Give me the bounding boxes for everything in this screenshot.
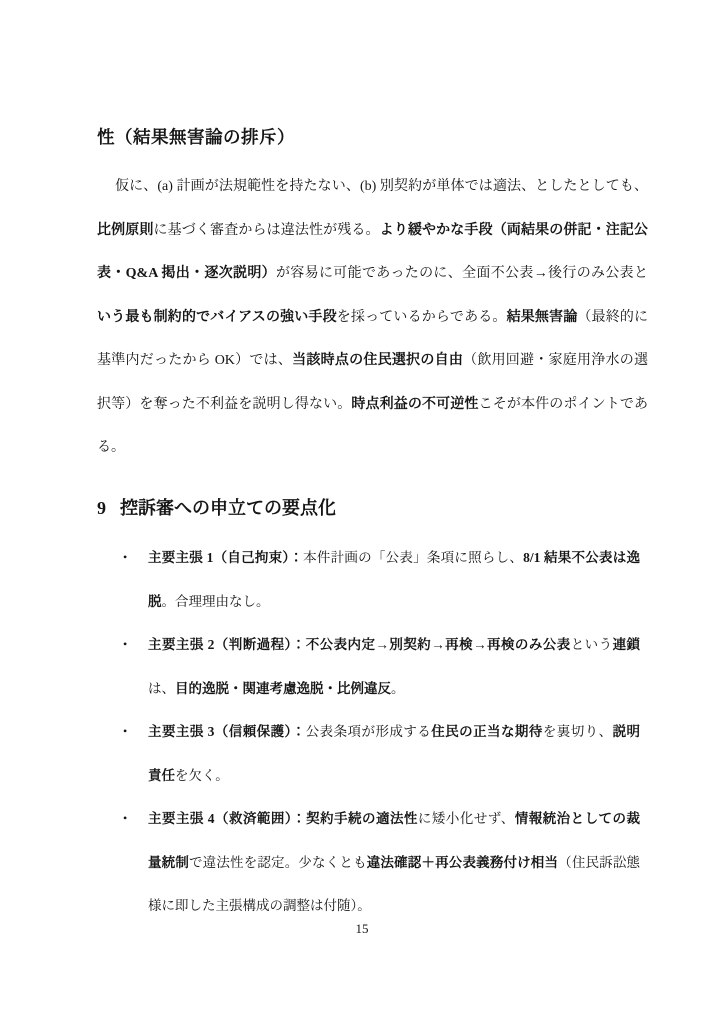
bold-text-run: 住民の正当な期待	[431, 724, 543, 739]
text-run: 基準内だったから OK）では、	[97, 353, 293, 368]
text-run: （最終的に	[577, 309, 649, 325]
text-run: 。合理理由なし。	[161, 593, 270, 609]
bold-text-run: 責任	[148, 767, 175, 783]
text-run: こそが本件のポイントであ	[478, 396, 649, 412]
bold-text-run: 主要主張 3（信頼保護）：	[148, 724, 306, 739]
text-line	[97, 209, 648, 253]
bold-text-run: 目的逸脱・関連考慮逸脱・比例違反	[175, 680, 391, 696]
section-number: 9	[97, 498, 106, 518]
text-run: 様に即した主張構成の調整は付随）。	[148, 898, 371, 913]
text-line	[148, 667, 640, 711]
bullet-icon: •	[123, 811, 128, 825]
page-title: 性（結果無害論の排斥）	[97, 127, 295, 147]
text-line	[97, 165, 648, 209]
bold-text-run: 表・Q&A 掲出・逐次説明）	[97, 266, 276, 281]
list-item	[123, 623, 641, 710]
text-line	[148, 797, 640, 841]
list-item	[123, 797, 641, 928]
bold-text-run: 主要主張 4（救済範囲）：契約手続の適法性	[148, 811, 418, 826]
bullet-list	[123, 536, 641, 928]
bold-text-run: 連鎖	[612, 637, 641, 652]
bold-text-run: 説明	[612, 724, 641, 739]
text-line	[148, 710, 640, 754]
bullet-icon: •	[123, 724, 128, 738]
text-run: が容易に可能であったのに、全面不公表→後行のみ公表と	[275, 266, 649, 281]
text-run: （飲用回避・家庭用浄水の選	[463, 353, 649, 368]
page-number: 15	[355, 921, 369, 936]
bold-text-run: 結果無害論	[506, 309, 578, 325]
bold-text-run: より緩やかな手段（両結果の併記・注記公	[379, 222, 649, 238]
text-run: 。	[391, 680, 405, 696]
bold-text-run: 8/1 結果不公表は逸	[523, 550, 640, 565]
text-run: 公表条項が形成する	[305, 724, 432, 739]
text-run: に基づく審査からは違法性が残る。	[153, 222, 380, 238]
text-line	[97, 296, 648, 340]
text-run: （住民訴訟態	[558, 854, 641, 870]
section-heading	[97, 494, 336, 522]
bold-text-run: 情報統治としての裁	[514, 811, 641, 826]
bold-text-run: 量統制	[148, 854, 190, 870]
text-line	[148, 623, 640, 667]
section-title: 控訴審への申立ての要点化	[120, 498, 336, 518]
bold-text-run: 比例原則	[97, 222, 154, 238]
body-paragraph	[97, 165, 648, 470]
text-line	[148, 754, 640, 798]
text-run: る。	[97, 440, 125, 455]
text-line	[97, 339, 648, 383]
bold-text-run: 主要主張 1（自己拘束）：	[148, 550, 304, 565]
bold-text-run: 当該時点の住民選択の自由	[292, 353, 464, 368]
list-item	[123, 710, 641, 797]
bullet-icon: •	[123, 637, 128, 651]
text-run: という	[570, 637, 613, 652]
text-run: 本件計画の「公表」条項に照らし、	[303, 550, 524, 565]
text-run: を採っているからである。	[336, 309, 507, 325]
text-run: を欠く。	[175, 767, 229, 783]
text-run: は、	[148, 680, 175, 696]
bold-text-run: 違法確認＋再公表義務付け相当	[366, 854, 559, 870]
text-line	[97, 252, 648, 296]
bold-text-run: 時点利益の不可逆性	[351, 396, 479, 412]
text-line	[97, 426, 648, 470]
text-line	[148, 536, 640, 580]
bold-text-run: 脱	[148, 593, 162, 609]
text-run: で違法性を認定。少なくとも	[189, 854, 367, 870]
text-run: 仮に、(a) 計画が法規範性を持たない、(b) 別契約が単体では適法、としたとしても、	[115, 179, 648, 194]
bullet-icon: •	[123, 550, 128, 564]
text-line	[97, 383, 648, 427]
text-run: に矮小化せず、	[417, 811, 515, 826]
bold-text-run: 主要主張 2（判断過程）：不公表内定→別契約→再検→再検のみ公表	[148, 637, 571, 652]
bold-text-run: いう最も制約的でバイアスの強い手段	[97, 309, 337, 325]
text-run: 択等）を奪った不利益を説明し得ない。	[97, 396, 352, 412]
text-line	[148, 841, 640, 885]
list-item	[123, 536, 640, 623]
text-line	[148, 580, 640, 624]
text-run: を裏切り、	[542, 724, 613, 739]
